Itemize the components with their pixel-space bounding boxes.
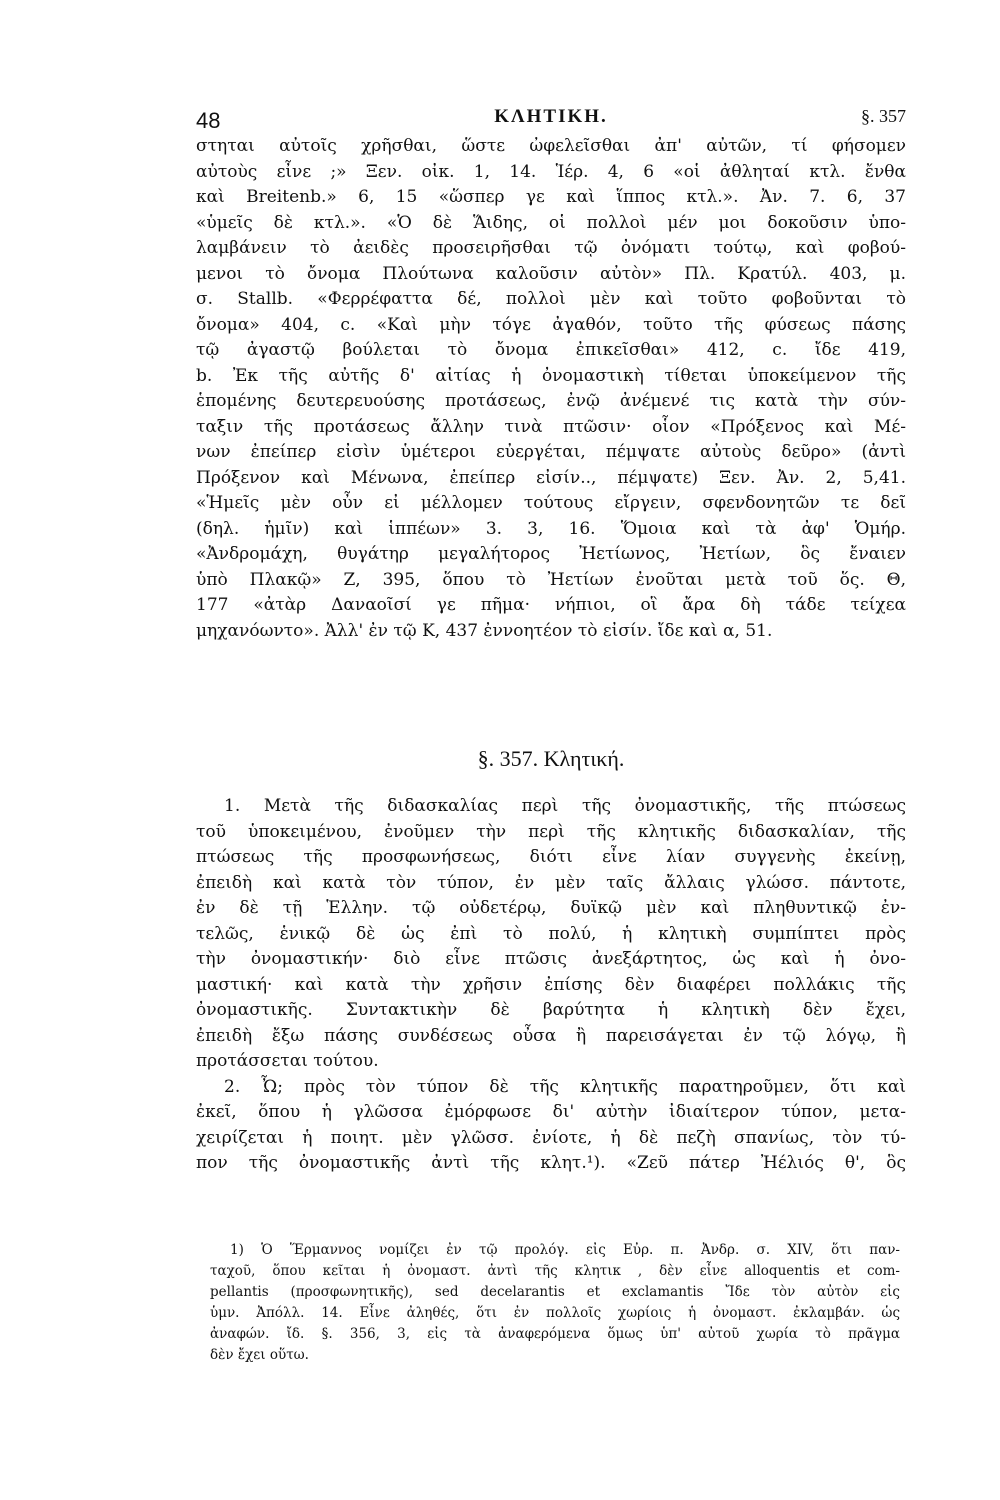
text-line: ἐκεῖ, ὅπου ἡ γλῶσσα ἐμόρφωσε δι' αὐτὴν ἰδιαίτερον τύπον, μετα- xyxy=(196,1102,906,1122)
text-line: προτάσσεται τούτου. xyxy=(196,1051,379,1071)
footnote-line: ἀναφών. ἴδ. §. 356, 3, εἰς τὰ ἀναφερόμενα ὅμως ὑπ' αὐτοῦ χωρία τὸ πρᾶγμα xyxy=(210,1326,900,1342)
text-line: πον τῆς ὀνομαστικῆς ἀντὶ τῆς κλητ.¹). «Ζεῦ πάτερ Ἠέλιός θ', ὃς xyxy=(196,1153,906,1173)
text-line: b. Ἐκ τῆς αὐτῆς δ' αἰτίας ἡ ὀνομαστικὴ τίθεται ὑποκείμενον τῆς xyxy=(196,365,906,386)
text-line: 177 «ἀτὰρ Δαναοῖσί γε πῆμα· νήπιοι, οἳ ἄρα δὴ τάδε τείχεα xyxy=(196,595,906,615)
footnote-line: 1) Ὁ Ἕρμαννος νομίζει ἐν τῷ προλόγ. εἰς Εὐρ. π. Ἀνδρ. σ. XIV, ὅτι παν- xyxy=(230,1242,900,1258)
section-heading: §. 357. Κλητική. xyxy=(477,746,625,771)
text-line: αὐτοὺς εἶνε ;» Ξεν. οἰκ. 1, 14. Ἱέρ. 4, 6 «οἱ ἀθληταί κτλ. ἔνθα xyxy=(196,161,906,182)
footnote-line: pellantis (προσφωνητικῆς), sed decelarantis et exclamantis Ἴδε τὸν αὐτὸν εἰς xyxy=(210,1284,900,1300)
text-line: ἐπειδὴ καὶ κατὰ τὸν τύπον, ἐν μὲν ταῖς ἄλλαις γλώσσ. πάντοτε, xyxy=(196,872,906,893)
footnotes xyxy=(210,1240,900,1366)
text-line: καὶ Breitenb.» 6, 15 «ὥσπερ γε καὶ ἵππος κτλ.». Ἀν. 7. 6, 37 xyxy=(196,187,906,207)
text-line: τῷ ἀγαστῷ βούλεται τὸ ὄνομα ἐπικεῖσθαι» 412, c. ἴδε 419, xyxy=(196,340,906,360)
text-line: «Ἀνδρομάχη, θυγάτηρ μεγαλήτορος Ἠετίωνος, Ἠετίων, ὃς ἔναιεν xyxy=(196,544,906,564)
text-line: μενοι τὸ ὄνομα Πλούτωνα καλοῦσιν αὐτὸν» Πλ. Κρατύλ. 403, μ. xyxy=(196,263,906,284)
text-line: νων ἐπείπερ εἰσὶν ὑμέτεροι εὐεργέται, πέμψατε αὐτοὺς δεῦρο» (ἀντὶ xyxy=(196,442,906,462)
text-line: στηται αὐτοῖς χρῆσθαι, ὥστε ὠφελεῖσθαι ἀπ' αὐτῶν, τί φήσομεν xyxy=(196,136,906,156)
text-line: χειρίζεται ἡ ποιητ. μὲν γλῶσσ. ἐνίοτε, ἡ δὲ πεζὴ σπανίως, τὸν τύ- xyxy=(196,1127,906,1148)
continued-text-block xyxy=(196,134,906,644)
text-line: ταξιν τῆς προτάσεως ἄλλην τινὰ πτῶσιν· οἷον «Πρόξενος καὶ Μέ- xyxy=(196,416,906,437)
text-line: «Ἡμεῖς μὲν οὖν εἰ μέλλομεν τούτους εἴργειν, σφενδονητῶν τε δεῖ xyxy=(196,493,906,513)
running-title: ΚΛΗΤΙΚΗ. xyxy=(494,106,608,127)
text-line: τελῶς, ἑνικῷ δὲ ὡς ἐπὶ τὸ πολύ, ἡ κλητικὴ συμπίπτει πρὸς xyxy=(196,923,906,944)
text-line: (δηλ. ἡμῖν) καὶ ἱππέων» 3. 3, 16. Ὅμοια καὶ τὰ ἀφ' Ὁμήρ. xyxy=(196,518,906,539)
text-line: τοῦ ὑποκειμένου, ἐνοῦμεν τὴν περὶ τῆς κλητικῆς διδασκαλίαν, τῆς xyxy=(196,821,906,842)
text-line: σ. Stallb. «Φερρέφαττα δέ, πολλοὶ μὲν καὶ τοῦτο φοβοῦνται τὸ xyxy=(196,289,906,309)
text-line: τὴν ὀνομαστικήν· διὸ εἶνε πτῶσις ἀνεξάρτητος, ὡς καὶ ἡ ὀνο- xyxy=(196,949,906,969)
text-line: λαμβάνειν τὸ ἀειδὲς προσειρῆσθαι τῷ ὀνόματι τούτῳ, καὶ φοβού- xyxy=(196,238,906,258)
text-line: «ὑμεῖς δὲ κτλ.». «Ὁ δὲ Ἅιδης, οἱ πολλοὶ μέν μοι δοκοῦσιν ὑπο- xyxy=(196,212,906,233)
text-line: ὑπὸ Πλακῷ» Ζ, 395, ὅπου τὸ Ἠετίων ἐνοῦται μετὰ τοῦ ὅς. Θ, xyxy=(196,569,906,590)
footnote-line: δὲν ἔχει οὕτω. xyxy=(210,1347,309,1363)
footnote-line: ταχοῦ, ὅπου κεῖται ἡ ὀνομαστ. ἀντὶ τῆς κλητικ , δὲν εἶνε alloquentis et com- xyxy=(210,1263,900,1279)
text-line: πτώσεως τῆς προσφωνήσεως, διότι εἶνε λίαν συγγενὴς ἐκείνῃ, xyxy=(196,847,906,867)
paragraph-first-line: 1. Μετὰ τῆς διδασκαλίας περὶ τῆς ὀνομαστικῆς, τῆς πτώσεως xyxy=(224,796,906,816)
footnote-line: ὑμν. Ἀπόλλ. 14. Εἶνε ἀληθές, ὅτι ἐν πολλοῖς χωρίοις ἡ ὀνομαστ. ἐκλαμβάν. ὡς xyxy=(210,1305,900,1321)
paragraph-first-line: 2. Ὦ; πρὸς τὸν τύπον δὲ τῆς κλητικῆς παρατηροῦμεν, ὅτι καὶ xyxy=(224,1076,906,1097)
text-line: μηχανόωντο». Ἀλλ' ἐν τῷ Κ, 437 ἐννοητέον τὸ εἰσίν. ἴδε καὶ α, 51. xyxy=(196,620,773,641)
text-line: ἐπειδὴ ἔξω πάσης συνδέσεως οὖσα ἢ παρεισάγεται ἐν τῷ λόγῳ, ἢ xyxy=(196,1025,906,1046)
text-line: μαστική· καὶ κατὰ τὴν χρῆσιν ἐπίσης δὲν διαφέρει πολλάκις τῆς xyxy=(196,974,906,995)
text-line: Πρόξενον καὶ Μένωνα, ἐπείπερ εἰσίν.., πέμψατε) Ξεν. Ἀν. 2, 5,41. xyxy=(196,467,906,488)
text-line: ἑπομένης δευτερευούσης προτάσεως, ἐνῷ ἀνέμενέ τις κατὰ τὴν σύν- xyxy=(196,391,906,411)
section-text-block xyxy=(196,794,906,1177)
text-line: ἐν δὲ τῇ Ἑλλην. τῷ οὐδετέρῳ, δυϊκῷ μὲν καὶ πληθυντικῷ ἐν- xyxy=(196,898,906,918)
text-line: ὄνομα» 404, c. «Καὶ μὴν τόγε ἀγαθόν, τοῦτο τῆς φύσεως πάσης xyxy=(196,314,906,335)
section-reference: §. 357 xyxy=(861,106,906,126)
page-number: 48 xyxy=(196,108,221,133)
text-line: ὀνομαστικῆς. Συντακτικὴν δὲ βαρύτητα ἡ κλητικὴ δὲν ἔχει, xyxy=(196,1000,906,1020)
